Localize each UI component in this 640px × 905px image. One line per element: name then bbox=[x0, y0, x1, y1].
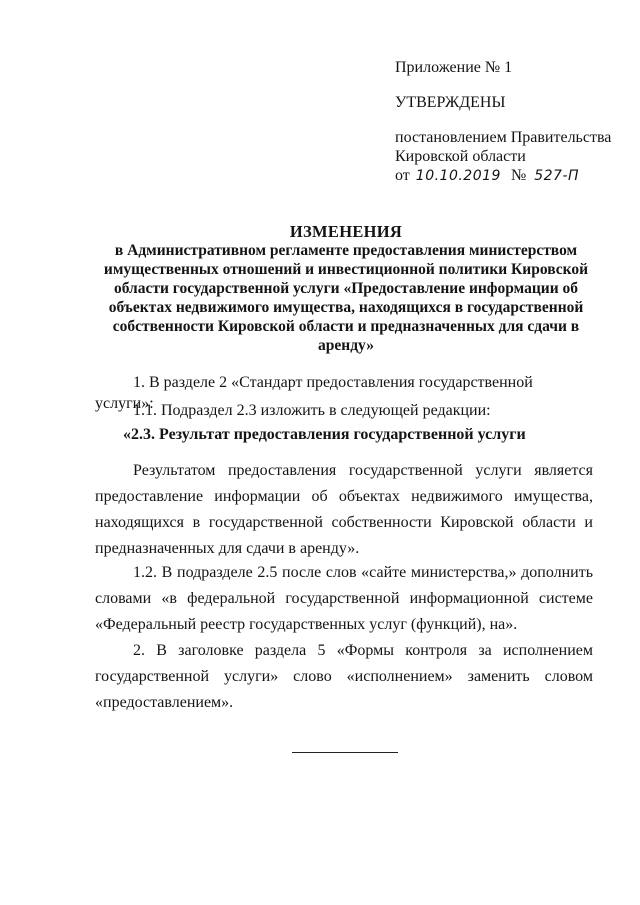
decree-line-2: Кировской области bbox=[395, 148, 526, 165]
decree-line-1: постановлением Правительства bbox=[395, 129, 612, 146]
paragraph-1-1: 1.1. Подраздел 2.3 изложить в следующей редакции: bbox=[133, 402, 491, 419]
subsection-heading-2-3: «2.3. Результат предоставления государственной услуги bbox=[123, 426, 526, 443]
handwritten-date: 10.10.2019 bbox=[415, 168, 501, 184]
appendix-label: Приложение № 1 bbox=[395, 59, 513, 76]
number-prefix: № bbox=[510, 167, 527, 184]
date-prefix: от bbox=[395, 167, 410, 184]
paragraph-1: 1. В разделе 2 «Стандарт предоставления государственной услуги»: bbox=[95, 374, 533, 412]
heading-title: ИЗМЕНЕНИЯ bbox=[289, 222, 403, 241]
paragraph-result: Результатом предоставления государственной услуги является предоставление информации об объектах недвижимого имущества, находящихся в государственной собственности Кировской области и предназначенных для сдачи в аренду». bbox=[95, 462, 593, 557]
closing-rule bbox=[292, 752, 398, 753]
paragraph-1-2: 1.2. В подразделе 2.5 после слов «сайте министерства,» дополнить словами «в федеральной государственной информационной системе «Федеральный реестр государственных услуг (функций), на». bbox=[95, 564, 593, 633]
paragraph-2: 2. В заголовке раздела 5 «Формы контроля за исполнением государственной услуги» слово «исполнением» заменить словом «предоставлением». bbox=[95, 642, 593, 711]
decree-date-line bbox=[395, 166, 625, 186]
approval-block bbox=[395, 58, 625, 186]
approved-label: УТВЕРЖДЕНЫ bbox=[395, 94, 506, 111]
heading-subtitle: в Административном регламенте предоставления министерством имущественных отношений и инвестиционной политики Кировской области государственной услуги «Предоставление информации об объектах недвижимого имущества, находящихся в государственной собственности Кировской области и предназначенных для сдачи в аренду» bbox=[103, 242, 589, 354]
document-heading bbox=[95, 222, 597, 355]
handwritten-number: 527-П bbox=[534, 168, 580, 184]
